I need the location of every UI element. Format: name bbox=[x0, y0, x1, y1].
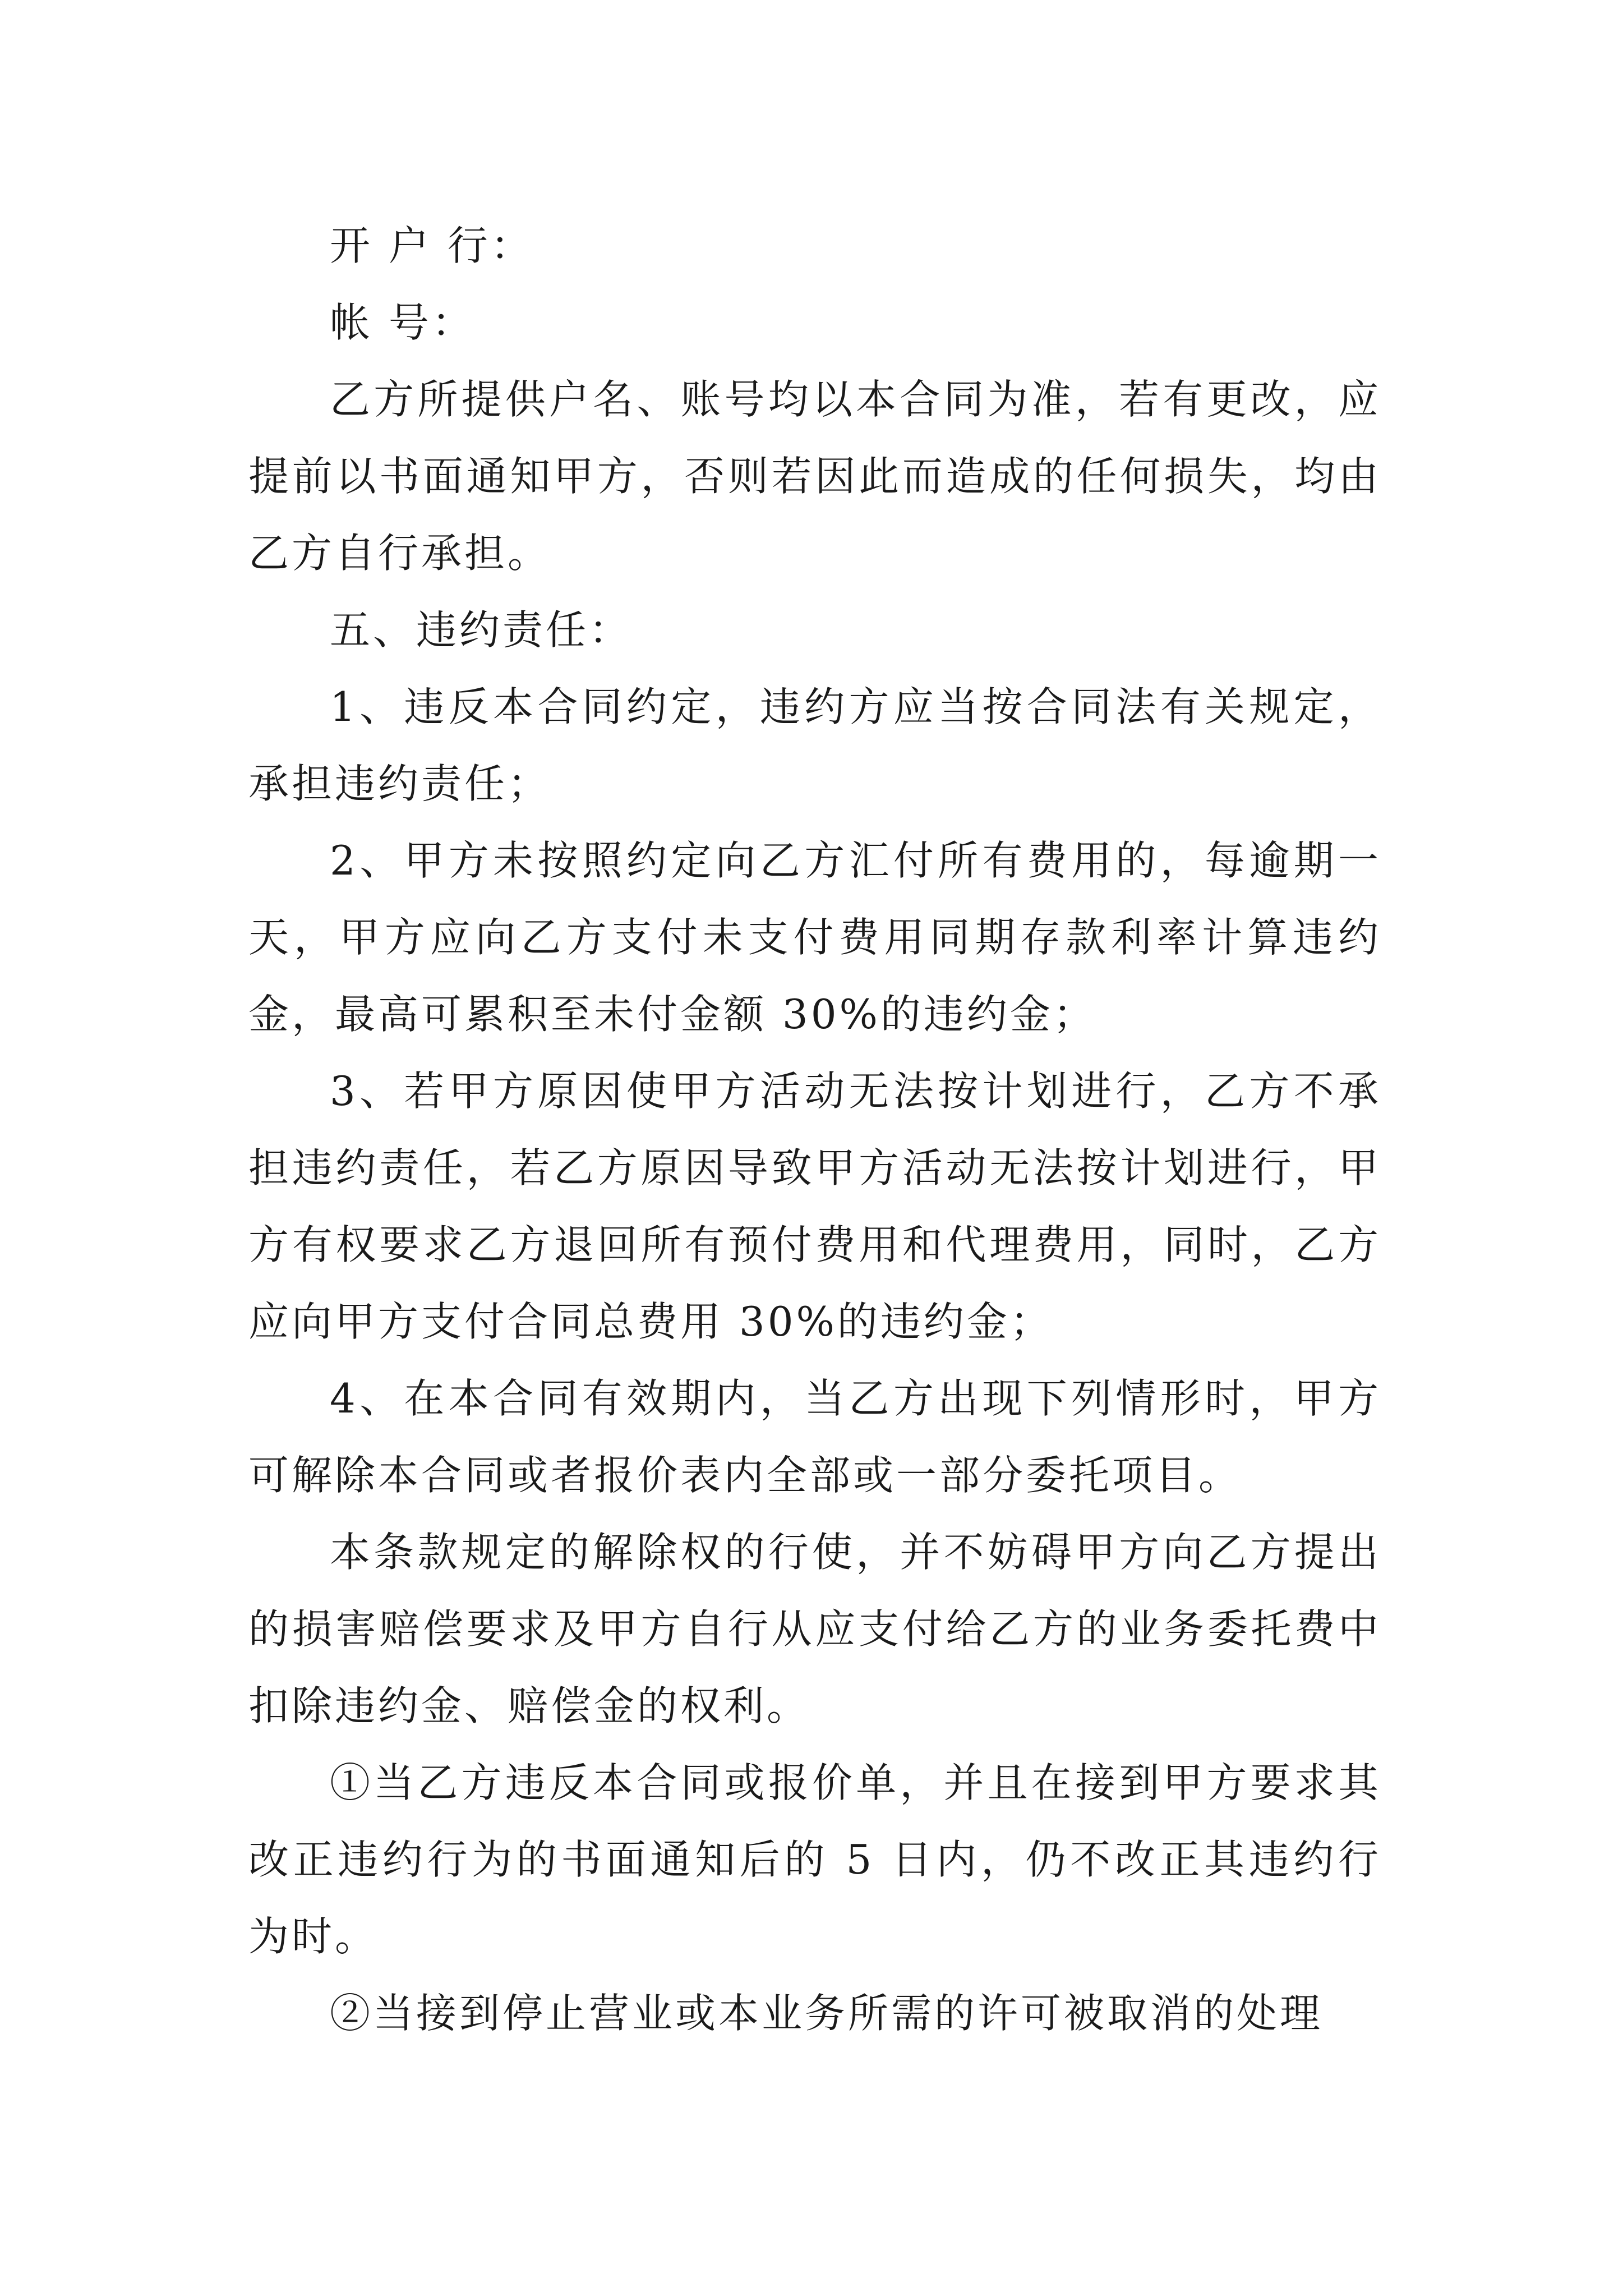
clause-termination-rights: 本条款规定的解除权的行使，并不妨碍甲方向乙方提出的损害赔偿要求及甲方自行从应支付给乙方的业务委托费中扣除违约金、赔偿金的权利。 bbox=[248, 1529, 1381, 1729]
clause-3: 3、若甲方原因使甲方活动无法按计划进行，乙方不承担违约责任，若乙方原因导致甲方活动无法按计划进行，甲方有权要求乙方退回所有预付费用和代理费用，同时，乙方应向甲方支付合同总费用 30%的违约金； bbox=[248, 1068, 1381, 1345]
clause-4: 4、在本合同有效期内，当乙方出现下列情形时，甲方可解除本合同或者报价表内全部或一部分委托项目。 bbox=[248, 1375, 1381, 1499]
clause-1: 1、违反本合同约定，违约方应当按合同法有关规定，承担违约责任； bbox=[248, 683, 1381, 807]
paragraph-account-change-notice: 乙方所提供户名、账号均以本合同为准，若有更改，应提前以书面通知甲方，否则若因此而造成的任何损失，均由乙方自行承担。 bbox=[248, 376, 1381, 577]
sub-clause-1: ①当乙方违反本合同或报价单，并且在接到甲方要求其改正违约行为的书面通知后的 5 日内，仍不改正其违约行为时。 bbox=[248, 1759, 1381, 1960]
clause-2: 2、甲方未按照约定向乙方汇付所有费用的，每逾期一天，甲方应向乙方支付未支付费用同期存款利率计算违约金，最高可累积至未付金额 30%的违约金； bbox=[248, 837, 1381, 1038]
paragraph-account-number: 帐 号： bbox=[330, 299, 475, 346]
section-heading-breach-liability: 五、违约责任： bbox=[330, 606, 633, 654]
document-body bbox=[248, 208, 1381, 2052]
sub-clause-2: ②当接到停止营业或本业务所需的许可被取消的处理 bbox=[330, 1990, 1324, 2037]
paragraph-bank-name: 开 户 行： bbox=[330, 222, 534, 269]
